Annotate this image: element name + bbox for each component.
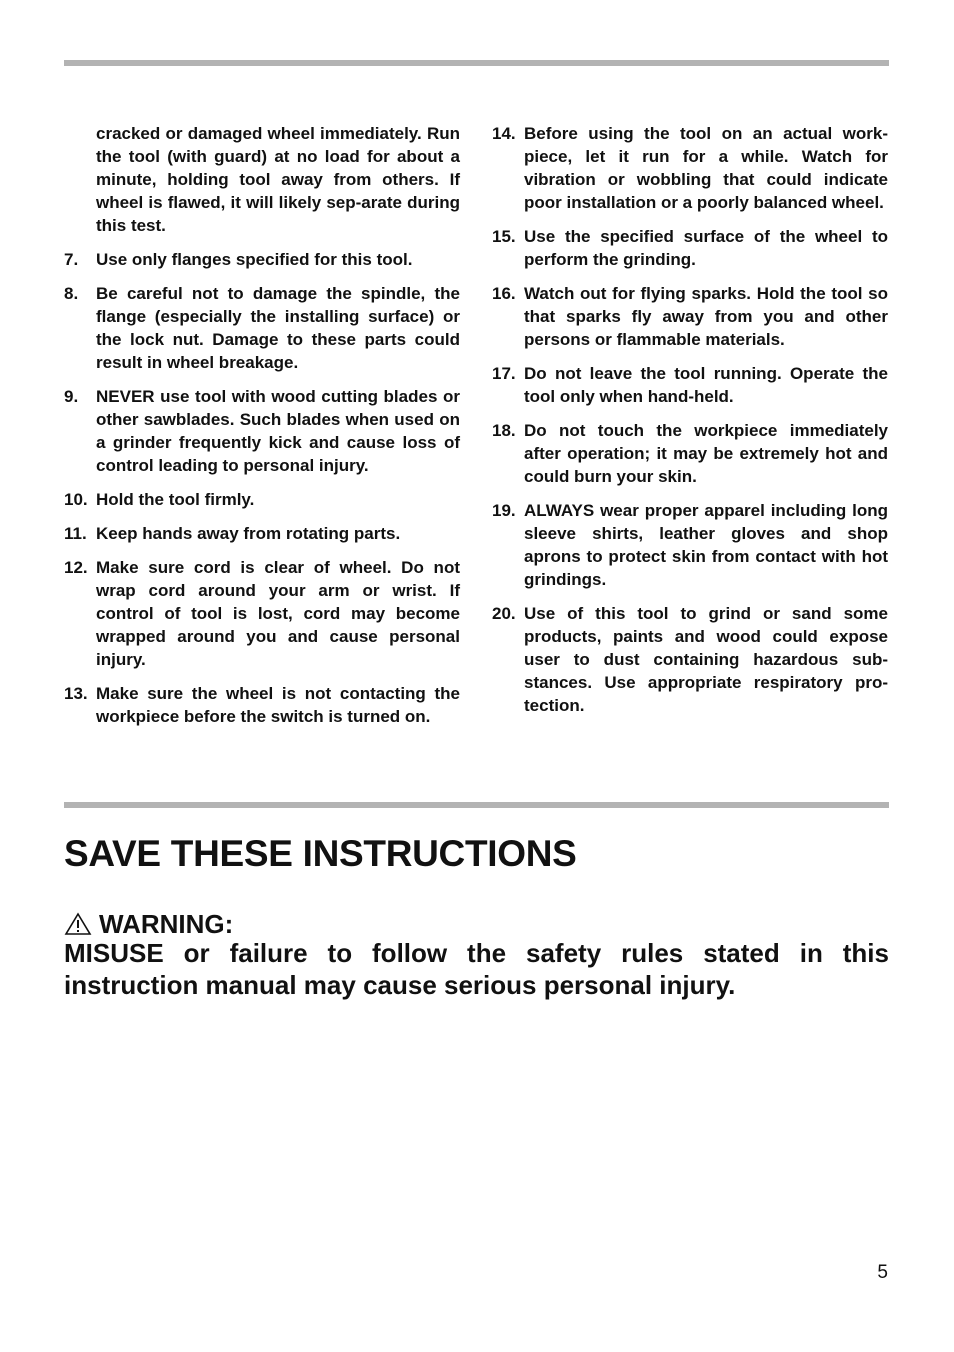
item-number: 8. [64,284,79,303]
item-number: 16. [492,284,516,303]
item-number: 19. [492,501,516,520]
item-text: Do not touch the workpiece immediately after operation; it may be extremely hot and could burn your skin. [524,421,888,486]
item-text: ALWAYS wear proper apparel including long sleeve shirts, leather gloves and shop aprons to protect skin from contact with hot grindings. [524,501,888,589]
list-item [492,602,888,717]
item-text: Make sure the wheel is not contacting the workpiece before the switch is turned on. [96,684,460,726]
item-number: 20. [492,604,516,623]
section-rule [64,802,889,808]
warning-label: WARNING: [99,909,234,939]
item-text: Do not leave the tool running. Operate the tool only when hand-held. [524,364,888,406]
item-number: 13. [64,684,88,703]
item-text: Use of this tool to grind or sand some products, paints and wood could expose user to dust containing hazardous sub-stances. Use appropriate respiratory pro-tection. [524,604,888,715]
warning-heading [64,907,233,941]
item-number: 10. [64,490,88,509]
item-number: 12. [64,558,88,577]
item-number: 9. [64,387,79,406]
warning-text: MISUSE or failure to follow the safety rules stated in this instruction manual may cause serious personal injury. [64,938,889,1000]
continuation-text: cracked or damaged wheel immediately. Run the tool (with guard) at no load for about a minute, holding tool away from others. If wheel is flawed, it will likely sep-arate during this test. [96,124,460,235]
list-item [492,282,888,351]
list-item [64,488,460,511]
item-number: 7. [64,250,79,269]
list-item [64,522,460,545]
list-item [64,385,460,477]
list-item [64,556,460,671]
section-title: SAVE THESE INSTRUCTIONS [64,833,577,874]
item-text: Make sure cord is clear of wheel. Do not wrap cord around your arm or wrist. If control of tool is lost, cord may become wrapped around you and cause personal injury. [96,558,460,669]
list-item [492,225,888,271]
item-number: 17. [492,364,516,383]
item-text: Keep hands away from rotating parts. [96,524,401,543]
list-item [492,362,888,408]
left-column [64,122,460,739]
list-item [64,282,460,374]
item-number: 18. [492,421,516,440]
item-text: Use the specified surface of the wheel to perform the grinding. [524,227,888,269]
item-number: 15. [492,227,516,246]
top-rule [64,60,889,66]
item-text: Before using the tool on an actual work-piece, let it run for a while. Watch for vibration or wobbling that could indicate poor installation or a poorly balanced wheel. [524,124,888,212]
item-text: NEVER use tool with wood cutting blades or other sawblades. Such blades when used on a grinder frequently kick and cause loss of control leading to personal injury. [96,387,460,475]
item-number: 14. [492,124,516,143]
list-item [492,122,888,214]
item-number: 11. [64,524,87,543]
item-text: Watch out for flying sparks. Hold the tool so that sparks fly away from you and other persons or flammable materials. [524,284,888,349]
list-item [492,419,888,488]
warning-triangle-icon [64,912,92,936]
page-number: 5 [877,1262,888,1283]
list-item [492,499,888,591]
item-text: Be careful not to damage the spindle, the flange (especially the installing surface) or the lock nut. Damage to these parts could result in wheel breakage. [96,284,460,372]
right-column [492,122,888,728]
item-text: Use only flanges specified for this tool. [96,250,413,269]
list-item [64,682,460,728]
item-text: Hold the tool firmly. [96,490,255,509]
list-item [64,248,460,271]
